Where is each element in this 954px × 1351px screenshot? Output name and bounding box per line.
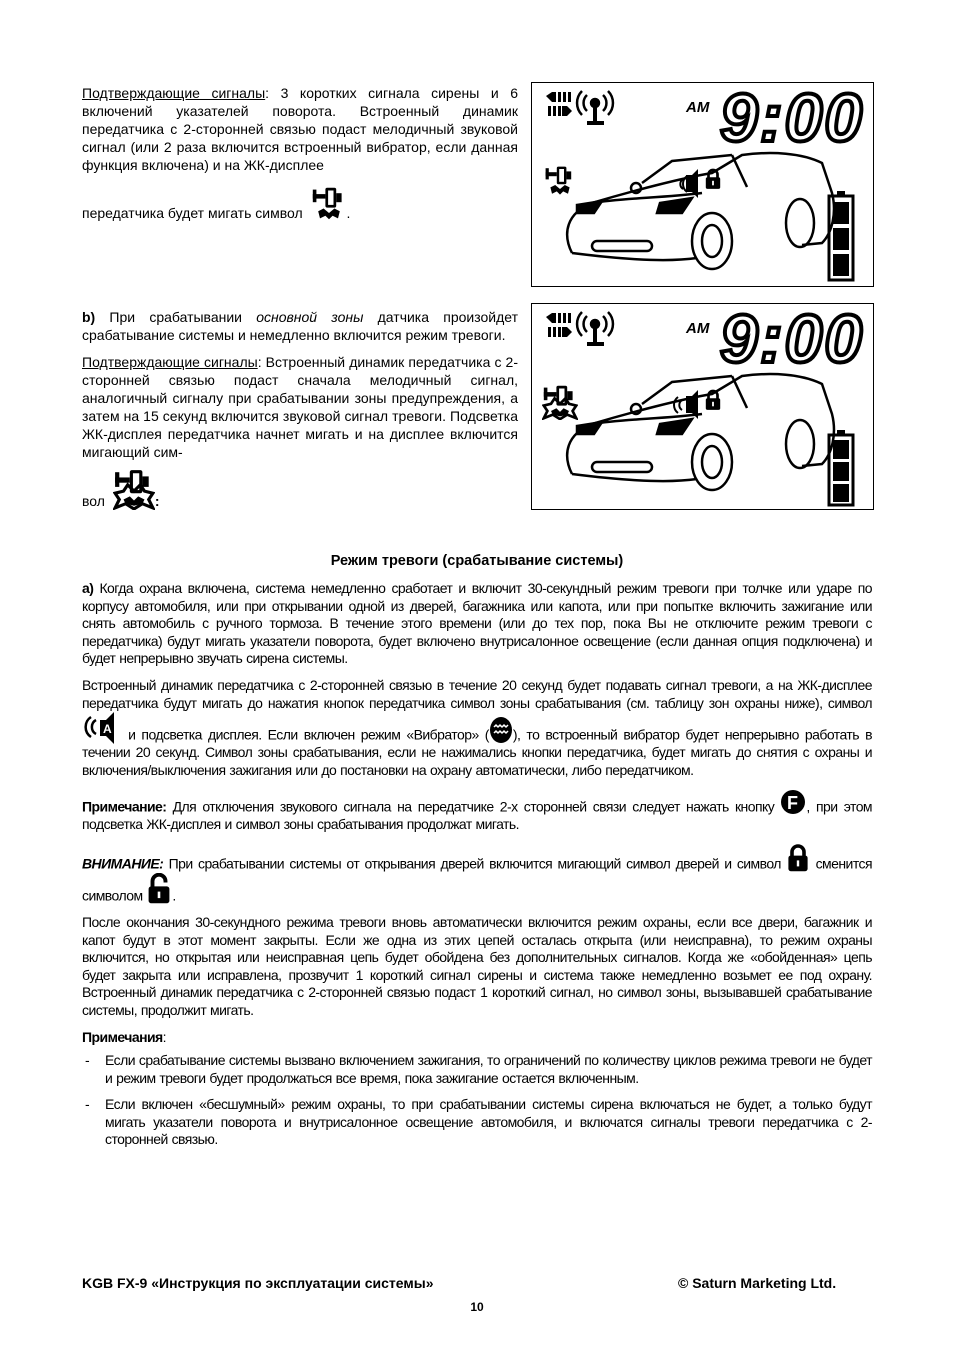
- text: При срабатывании: [95, 309, 257, 325]
- paragraph: ), то встроенный вибратор будет непрерывно работать в течении 20 секунд. Символ зоны срабатывания, если не нажимались кнопки передатчика, будет мигать до снятия с охраны и включения/выключения зажигания или до постановки на охрану автоматически, либо передатчиком.: [82, 726, 872, 778]
- am-indicator: AM: [686, 320, 710, 337]
- dash: -: [85, 1096, 90, 1113]
- clock-time: 9:00: [720, 304, 865, 377]
- text: вол: [82, 493, 105, 509]
- notes-list: [82, 1052, 872, 1149]
- confirmation-text: : 3 коротких сигнала сирены и 6 включений указателей поворота. Встроенный динамик передатчика с 2-сторонней связью подаст мелодичный звуковой сигнал (или 2 раза включится встроенный вибратор, если данная функция включена) и на ЖК-дисплее: [82, 85, 518, 173]
- paragraph: , при этом подсветка ЖК-дисплея и символ зоны срабатывания продолжат мигать.: [82, 798, 873, 833]
- colon: :: [154, 493, 160, 509]
- emphasis: основной зоны: [256, 309, 364, 325]
- note-text: Если включен «бесшумный» режим охраны, то при срабатывании системы сирена включаться не будет, а только будут мигать указатели поворота и внутрисалонное освещение автомобиля, и включатся сигналы тревоги передатчика с 2-сторонней связью.: [105, 1096, 872, 1148]
- alarm-mode-body: [82, 580, 872, 1158]
- footer-title: KGB FX-9 «Инструкция по эксплуатации системы»: [82, 1275, 434, 1291]
- lcd-display-alarm: [531, 303, 874, 510]
- antenna-icon: [577, 312, 613, 344]
- transmitter-range-icon: [546, 313, 572, 337]
- shock-alarm-icon: [113, 468, 155, 510]
- am-indicator: AM: [686, 99, 710, 116]
- confirmation-label: Подтверждающие сигналы: [82, 85, 266, 101]
- shock-sensor-icon: [546, 167, 572, 195]
- item-marker: а): [82, 580, 94, 596]
- warning-zone-confirmation: [82, 84, 518, 231]
- paragraph: и подсветка дисплея. Если включен режим «Вибратор» (: [122, 726, 489, 743]
- note-text: Если срабатывание системы вызвано включением зажигания, то ограничений по количеству циклов режима тревоги не будет и режим тревоги будет продолжаться все время, пока зажигание остается включенным.: [105, 1052, 872, 1086]
- paragraph: Когда охрана включена, система немедленно сработает и включит 30-секундный режим тревоги при толчке или ударе по корпусу автомобиля, или при открывании одной из дверей, багажника или капота, или при попытке включить зажигание или снять автомобиль с ручного тормоза. В течение этого времени (или до тех пор, пока Вы не отключите режим тревоги с передатчика) будут мигать указатели поворота, будет включено внутрисалонное освещение (если данная опция подключена) и будет непрерывно звучать сирена системы.: [82, 580, 872, 667]
- dash: -: [85, 1052, 90, 1069]
- main-zone-trigger: [82, 308, 518, 519]
- list-item: [82, 1096, 872, 1149]
- notes-label: Примечания: [82, 1028, 163, 1045]
- attention-label: ВНИМАНИЕ:: [82, 855, 164, 872]
- section-heading: Режим тревоги (срабатывание системы): [330, 553, 624, 569]
- f-letter: F: [787, 793, 798, 814]
- period: .: [346, 205, 351, 221]
- paragraph: Встроенный динамик передатчика с 2-сторонней связью в течение 20 секунд будет подавать сигнал тревоги, а на ЖК-дисплее передатчика будут мигать до нажатия кнопок передатчика символ зоны срабатывания (см. таблицу зон охраны ниже), символ: [82, 676, 872, 711]
- antenna-icon: [577, 91, 613, 123]
- list-item: [82, 1052, 872, 1087]
- lock-icon: [786, 843, 810, 873]
- item-marker: b): [82, 309, 96, 325]
- shock-sensor-icon: [311, 186, 347, 222]
- transmitter-range-icon: [546, 92, 572, 116]
- f-button-icon: [780, 788, 806, 816]
- note-label: Примечание:: [82, 798, 167, 815]
- car-illustration: [567, 374, 834, 490]
- speaker-a-icon: [82, 712, 122, 744]
- footer-copyright: © Saturn Marketing Ltd.: [678, 1275, 837, 1291]
- car-illustration: [567, 153, 834, 269]
- clock-time: 9:00: [720, 83, 865, 156]
- shock-alarm-icon: [544, 386, 576, 419]
- text: : Встроенный динамик передатчика с 2-сторонней связью подаст сначала мелодичный сигнал, аналогичный сигналу при срабатывании зоны предупреждения, а затем на 15 секунд включится звуковой сигнал тревоги. Подсветка ЖК-дисплея передатчика начнет мигать и на дисплее включится мигающий сим-: [82, 354, 518, 460]
- colon: :: [162, 1028, 167, 1045]
- speaker-letter: A: [103, 722, 112, 737]
- confirmation-label: Подтверждающие сигналы: [82, 354, 258, 370]
- period: .: [172, 887, 176, 904]
- unlock-icon: [146, 873, 172, 905]
- text: датчика произойдет срабатывание системы и немедленно включится режим тревоги.: [82, 309, 518, 343]
- paragraph: сменится символом: [82, 855, 873, 904]
- paragraph: После окончания 30-секундного режима тревоги вновь автоматически включится режим охраны, если все двери, багажник и капот будут в этот момент закрыты. Если же одна из этих цепей осталась открыта (или неисправна), то режим охраны включится, но открытая или неисправная цепь будет обойдена без дополнительных сигналов. Когда же «обойденная» цепь будет закрыта или исправлена, прозвучит 1 короткий сигнал сирены и система также немедленно возьмет ее под охрану. Встроенный динамик передатчика с 2-сторонней связью подаст 1 короткий сигнал, но символ зоны, вызывавшей срабатывание системы, продолжит мигать.: [82, 913, 872, 1018]
- paragraph: Для отключения звукового сигнала на передатчике 2-х сторонней связи следует нажать кнопку: [166, 798, 775, 815]
- vibrator-icon: [489, 716, 513, 744]
- paragraph: При срабатывании системы от открывания дверей включится мигающий символ дверей и символ: [163, 855, 781, 872]
- lcd-display-warning: [531, 82, 874, 287]
- confirmation-text-2: передатчика будет мигать символ: [82, 205, 303, 221]
- page-number: 10: [470, 1300, 484, 1314]
